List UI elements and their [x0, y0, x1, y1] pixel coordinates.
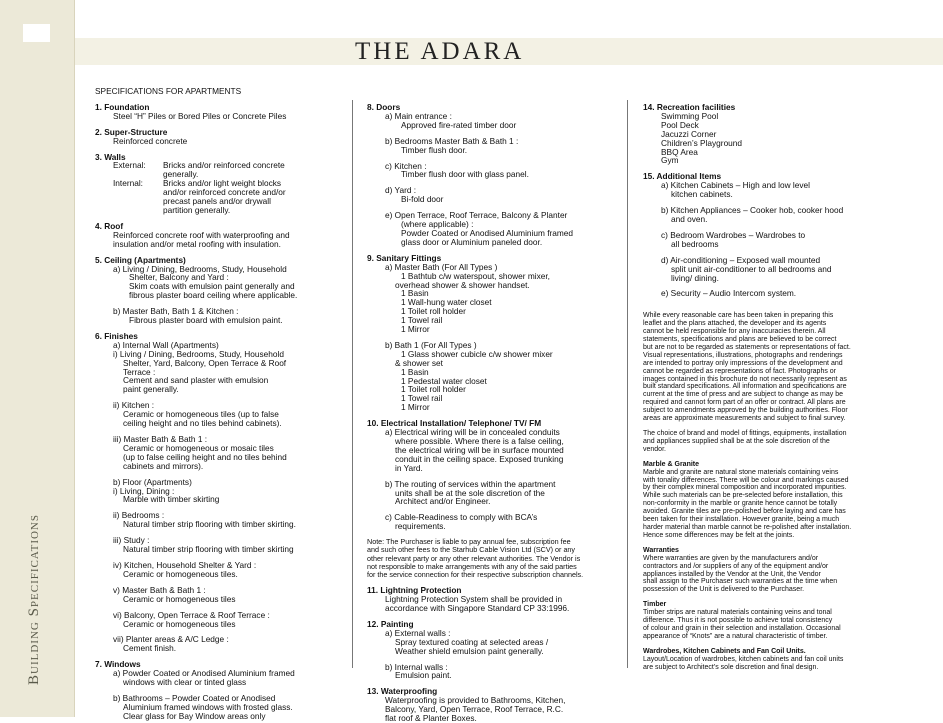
spec-line: the electrical wiring will be in surface mounted: [395, 444, 564, 455]
specs-column-1: [95, 87, 343, 721]
specs-column-2: [367, 103, 621, 723]
spec-line: units shall be at the sole discretion of the: [395, 487, 545, 498]
disclaimer-line: of colour and grain in their selection and installation. Occasional: [643, 624, 841, 632]
note-line: and such other fees to the Starhub Cable Vision Ltd (SCV) or any: [367, 545, 576, 555]
spec-line: d) Air-conditioning – Exposed wall mounted: [661, 254, 821, 265]
spec-line: 1 Toilet roll holder: [401, 306, 466, 317]
disclaimer-heading: Marble & Granite: [643, 460, 700, 468]
spec-line: Terrace :: [123, 366, 156, 377]
spec-row-value: Bricks and/or light weight blocks: [163, 178, 282, 189]
spec-line: Children’s Playground: [661, 137, 743, 148]
spec-line: paint generally.: [123, 384, 179, 395]
spec-line: Swimming Pool: [661, 110, 719, 121]
spec-row-label: [95, 188, 163, 197]
spec-line: Cement and sand plaster with emulsion: [123, 375, 269, 386]
spec-line: 1 Glass shower cubicle c/w shower mixer: [401, 348, 553, 359]
spec-row-label: Internal:: [113, 178, 143, 189]
section-heading: 7. Windows: [95, 659, 141, 670]
line-gap: [643, 540, 898, 547]
spec-line: b) Floor (Apartments): [113, 476, 192, 487]
spec-row-value: precast panels and/or drywall: [163, 196, 271, 207]
spec-line: Ceramic or homogeneous tiles.: [123, 568, 238, 579]
spec-line: overhead shower & shower handset.: [395, 279, 530, 290]
spec-line: accordance with Singapore Standard CP 33:1996.: [385, 602, 570, 613]
disclaimer-line: appearance of “Knots” are a natural characteristic of timber.: [643, 632, 828, 640]
spec-line: Natural timber strip flooring with timber skirting.: [123, 519, 296, 530]
disclaimer-line: While such materials can be pre-selected before installation, this: [643, 492, 843, 500]
spec-line: Bi-fold door: [401, 194, 444, 205]
section-heading: 14. Recreation facilities: [643, 102, 736, 112]
disclaimer-line: shall assign to the Purchaser such warranties at the time when: [643, 578, 838, 586]
spec-line: insulation and/or metal roofing with insulation.: [113, 238, 281, 249]
spec-line: a) External walls :: [385, 627, 451, 638]
spec-row: [95, 161, 343, 170]
spec-line: i) Living, Dining :: [113, 485, 175, 496]
spec-line: Natural timber strip flooring with timber skirting: [123, 544, 294, 555]
sidebar-title-box: [18, 514, 52, 685]
spec-line: Pool Deck: [661, 119, 699, 130]
disclaimer-line: are subject to Architect’s sole discretion and final design.: [643, 663, 819, 671]
spec-line: b) Master Bath, Bath 1 & Kitchen :: [113, 306, 239, 317]
disclaimer-line: but are not to be regarded as statements or representations of fact.: [643, 343, 851, 351]
logo-placeholder: [23, 24, 50, 42]
spec-line: e) Open Terrace, Roof Terrace, Balcony & Planter: [385, 210, 568, 221]
spec-line: (up to false ceiling height and no tiles behind: [123, 451, 287, 462]
spec-line: windows with clear or tinted glass: [123, 677, 247, 688]
spec-line: 1 Basin: [401, 366, 429, 377]
spec-line: Waterproofing is provided to Bathrooms, Kitchen,: [385, 695, 566, 706]
disclaimer-line: subject to amendments approved by the building authorities. Floor: [643, 407, 848, 415]
spec-line: ii) Bedrooms :: [113, 510, 165, 521]
spec-line: (where applicable) :: [401, 219, 474, 230]
spec-line: e) Security – Audio Intercom system.: [661, 288, 797, 299]
disclaimer-line: built standard specifications. All information and specifications are: [643, 383, 847, 391]
spec-line: Cement finish.: [123, 643, 177, 654]
disclaimer-line: non-conformity in the marble or granite hence cannot be totally: [643, 500, 838, 508]
line-gap: [643, 641, 898, 648]
disclaimer-line: harder material than marble cannot be re-polished after installation.: [643, 523, 852, 531]
spec-line: b) Kitchen Appliances – Cooker hob, cooker hood: [661, 205, 844, 216]
spec-row-label: [95, 206, 163, 215]
spec-line: split unit air-conditioner to all bedrooms and: [671, 263, 832, 274]
disclaimer-line: cannot be held responsible for any inaccuracies therein. All: [643, 328, 826, 336]
column-divider-right: [627, 100, 628, 668]
spec-line: in Yard.: [395, 462, 423, 473]
section-heading: 4. Roof: [95, 220, 124, 231]
spec-line: ceiling height and no tiles behind cabinets).: [123, 418, 282, 429]
specs-column-3: [643, 103, 898, 671]
spec-line: Skim coats with emulsion paint generally and: [129, 281, 295, 292]
line-gap: [95, 146, 343, 153]
disclaimer-line: contractors and /or suppliers of any of the equipment and/or: [643, 562, 829, 570]
section-heading: 5. Ceiling (Apartments): [95, 254, 186, 265]
section-heading: 9. Sanitary Fittings: [367, 252, 442, 263]
spec-line: cabinets and mirrors).: [123, 460, 204, 471]
spec-line: b) The routing of services within the apartment: [385, 478, 556, 489]
line-gap: [643, 305, 898, 312]
section-heading: 10. Electrical Installation/ Telephone/ TV/ FM: [367, 418, 542, 429]
section-heading: 8. Doors: [367, 102, 401, 112]
spec-line: v) Master Bath & Bath 1 :: [113, 584, 206, 595]
spec-line: BBQ Area: [661, 146, 698, 157]
note-line: for the service connection for their respective subscription channels.: [367, 569, 584, 579]
disclaimer-line: vendor.: [643, 445, 666, 453]
spec-line: SPECIFICATIONS FOR APARTMENTS: [95, 86, 242, 96]
disclaimer-line: While every reasonable care has been taken in preparing this: [643, 312, 834, 320]
section-heading: 11. Lightning Protection: [367, 585, 462, 596]
line-gap: [643, 594, 898, 601]
spec-line: Clear glass for Bay Window areas only: [123, 710, 266, 721]
disclaimer-line: Hence some differences may be felt at the joints.: [643, 531, 795, 539]
note-line: Note: The Purchaser is liable to pay annual fee, subscription fee: [367, 537, 571, 547]
spec-line: a) Electrical wiring will be in concealed conduits: [385, 427, 560, 438]
disclaimer-line: Where warranties are given by the manufacturers and/or: [643, 554, 819, 562]
spec-line: Powder Coated or Anodised Aluminium framed: [401, 227, 574, 238]
spec-line: 1 Basin: [401, 288, 429, 299]
spec-line: fibrous plaster board ceiling where applicable.: [129, 290, 298, 301]
spec-row-value: and/or reinforced concrete and/or: [163, 187, 286, 198]
column-divider-left: [352, 100, 353, 668]
spec-line: Weather shield emulsion paint generally.: [395, 645, 544, 656]
spec-row-value: generally.: [163, 169, 199, 180]
spec-line: Gym: [661, 155, 679, 166]
spec-line: where possible. Where there is a false ceiling,: [395, 436, 564, 446]
section-heading: 6. Finishes: [95, 330, 138, 341]
disclaimer-line: The choice of brand and model of fittings, equipments, installation: [643, 430, 847, 437]
spec-line: a) Powder Coated or Anodised Aluminium framed: [113, 668, 295, 679]
line-gap: [643, 298, 898, 305]
spec-line: 1 Towel rail: [401, 393, 443, 404]
spec-line: Architect and/or Engineer.: [395, 496, 491, 507]
disclaimer-heading: Warranties: [643, 546, 679, 554]
note-line: not responsible to make arrangements with any of the said parties: [367, 561, 577, 571]
spec-line: living/ dining.: [671, 272, 719, 283]
spec-line: Ceramic or homogeneous tiles: [123, 593, 236, 604]
line-gap: [643, 454, 898, 461]
section-heading: 1. Foundation: [95, 101, 150, 112]
spec-line: Shelter, Yard, Balcony, Open Terrace & Roof: [123, 357, 287, 368]
spec-line: b) Internal walls :: [385, 661, 448, 672]
spec-line: c) Bedroom Wardrobes – Wardrobes to: [661, 229, 806, 240]
spec-line: iv) Kitchen, Household Shelter & Yard :: [113, 559, 257, 570]
spec-line: a) Living / Dining, Bedrooms, Study, Household: [113, 263, 287, 274]
disclaimer-line: been taken for their installation. However granite, being a much: [643, 516, 840, 524]
spec-line: Ceramic or homogeneous or mosaic tiles: [123, 442, 274, 453]
spec-line: a) Master Bath (For All Types ): [385, 261, 498, 272]
spec-line: Reinforced concrete roof with waterproofing and: [113, 229, 290, 240]
spec-line: a) Main entrance :: [385, 110, 452, 121]
spec-line: conduit in the ceiling space. Exposed trunking: [395, 453, 564, 464]
disclaimer-line: by their complex mineral composition and incorporated impurities.: [643, 484, 847, 492]
disclaimer-line: and appliances supplied shall be at the sole discretion of the: [643, 437, 830, 445]
spec-line: a) Internal Wall (Apartments): [113, 339, 219, 350]
disclaimer-line: avoided. Granite tiles are pre-polished before laying and care has: [643, 508, 846, 516]
disclaimer-line: Marble and granite are natural stone materials containing veins: [643, 468, 839, 476]
disclaimer-line: cannot be regarded as representations of fact. Photographs or: [643, 367, 837, 375]
disclaimer-line: difference. Thus it is not possible to achieve total consistency: [643, 617, 833, 625]
spec-line: Steel “H” Piles or Bored Piles or Concrete Piles: [113, 110, 287, 121]
spec-line: Lightning Protection System shall be provided in: [385, 594, 563, 605]
spec-row-value: partition generally.: [163, 204, 231, 215]
disclaimer-line: leaflet and the plans attached, the developer and its agents: [643, 320, 827, 328]
spec-line: c) Cable-Readiness to comply with BCA’s: [385, 512, 538, 523]
section-heading: 13. Waterproofing: [367, 686, 438, 697]
sidebar: [0, 0, 75, 717]
disclaimer-line: appliances installed by the Vendor at the Unit, the Vendor: [643, 570, 821, 578]
spec-line: 1 Bathtub c/w waterspout, shower mixer,: [401, 270, 550, 281]
spec-line: and oven.: [671, 213, 708, 224]
section-heading: 15. Additional Items: [643, 171, 722, 182]
spec-line: vii) Planter areas & A/C Ledge :: [113, 634, 229, 645]
spec-line: Reinforced concrete: [113, 135, 188, 146]
disclaimer-line: statements, specifications and plans are believed to be correct: [643, 336, 837, 344]
line-gap: [95, 215, 343, 222]
sidebar-title: Building Specifications: [26, 514, 42, 685]
spec-line: vi) Balcony, Open Terrace & Roof Terrace :: [113, 609, 270, 620]
spec-line: glass door or Aluminium paneled door.: [401, 236, 543, 247]
spec-line: i) Living / Dining, Bedrooms, Study, Household: [113, 348, 284, 359]
disclaimer-line: Visual representations, illustrations, photographs and renderings: [643, 351, 843, 359]
spec-line: 1 Wall-hung water closet: [401, 297, 492, 308]
spec-row: [95, 206, 343, 215]
spec-line: Timber flush door with glass panel.: [401, 169, 529, 180]
disclaimer-line: Layout/Location of wardrobes, kitchen cabinets and fan coil units: [643, 655, 844, 663]
disclaimer-line: are intended to portray only impressions of the development and: [643, 359, 843, 367]
spec-line: Marble with timber skirting: [123, 494, 220, 505]
spec-line: Aluminium framed windows with frosted glass.: [123, 701, 293, 712]
spec-line: flat roof & Planter Boxes.: [385, 713, 477, 723]
spec-line: 1 Mirror: [401, 402, 430, 413]
spec-row-label: [95, 197, 163, 206]
note-line: other relevant party or any other relevant authorities. The Vendor is: [367, 553, 581, 563]
spec-line: 1 Toilet roll holder: [401, 384, 466, 395]
disclaimer-line: images contained in this brochure do not necessarily represent as: [643, 375, 847, 383]
spec-line: b) Bedrooms Master Bath & Bath 1 :: [385, 135, 519, 146]
spec-line: all bedrooms: [671, 238, 719, 249]
spec-line: c) Kitchen :: [385, 160, 427, 171]
disclaimer-line: areas are approximate measurements and subject to final survey.: [643, 415, 846, 423]
spec-line: & shower set: [395, 357, 443, 368]
disclaimer-line: Timber strips are natural materials containing veins and tonal: [643, 609, 832, 617]
section-heading: 3. Walls: [95, 151, 126, 162]
spec-line: b) Bathrooms – Powder Coated or Anodised: [113, 692, 276, 703]
line-gap: [643, 423, 898, 430]
spec-line: Timber flush door.: [401, 144, 468, 155]
disclaimer-line: current at the time of press and are subject to change as may be: [643, 391, 843, 399]
spec-line: 1 Towel rail: [401, 315, 443, 326]
section-heading: 2. Super-Structure: [95, 126, 168, 137]
spec-line: Spray textured coating at selected areas /: [395, 636, 549, 647]
spec-line: 1 Mirror: [401, 324, 430, 335]
spec-line: a) Kitchen Cabinets – High and low level: [661, 180, 810, 191]
spec-line: Emulsion paint.: [395, 670, 452, 681]
spec-line: iii) Master Bath & Bath 1 :: [113, 434, 208, 444]
spec-line: ii) Kitchen :: [113, 400, 155, 411]
spec-line: Balcony, Yard, Open Terrace, Roof Terrace, R.C.: [385, 704, 564, 715]
spec-line: b) Bath 1 (For All Types ): [385, 339, 477, 350]
spec-line: Jacuzzi Corner: [661, 128, 717, 139]
spec-line: d) Yard :: [385, 185, 417, 196]
spec-line: Ceramic or homogeneous tiles: [123, 618, 236, 629]
spec-line: Fibrous plaster board with emulsion paint.: [129, 315, 283, 326]
spec-line: kitchen cabinets.: [671, 189, 733, 200]
disclaimer-line: with tonality differences. There will be colour and markings caused: [643, 476, 849, 484]
spec-line: requirements.: [395, 521, 446, 532]
spec-line: 1 Pedestal water closet: [401, 375, 487, 386]
disclaimer-heading: Wardrobes, Kitchen Cabinets and Fan Coil Units.: [643, 647, 806, 655]
disclaimer-line: possession of the Unit is delivered to the Purchaser.: [643, 586, 805, 594]
spec-line: Approved fire-rated timber door: [401, 119, 517, 130]
disclaimer-line: required and cannot form part of an offer or contract. All plans are: [643, 399, 846, 407]
spec-row-label: External:: [113, 160, 146, 171]
brand-title: THE ADARA: [355, 38, 525, 65]
spec-row-value: Bricks and/or reinforced concrete: [163, 160, 285, 171]
disclaimer-heading: Timber: [643, 601, 667, 609]
spec-line: Shelter, Balcony and Yard :: [129, 272, 229, 283]
section-heading: 12. Painting: [367, 618, 414, 629]
spec-line: iii) Study :: [113, 535, 150, 546]
spec-line: Ceramic or homogeneous tiles (up to false: [123, 409, 279, 420]
